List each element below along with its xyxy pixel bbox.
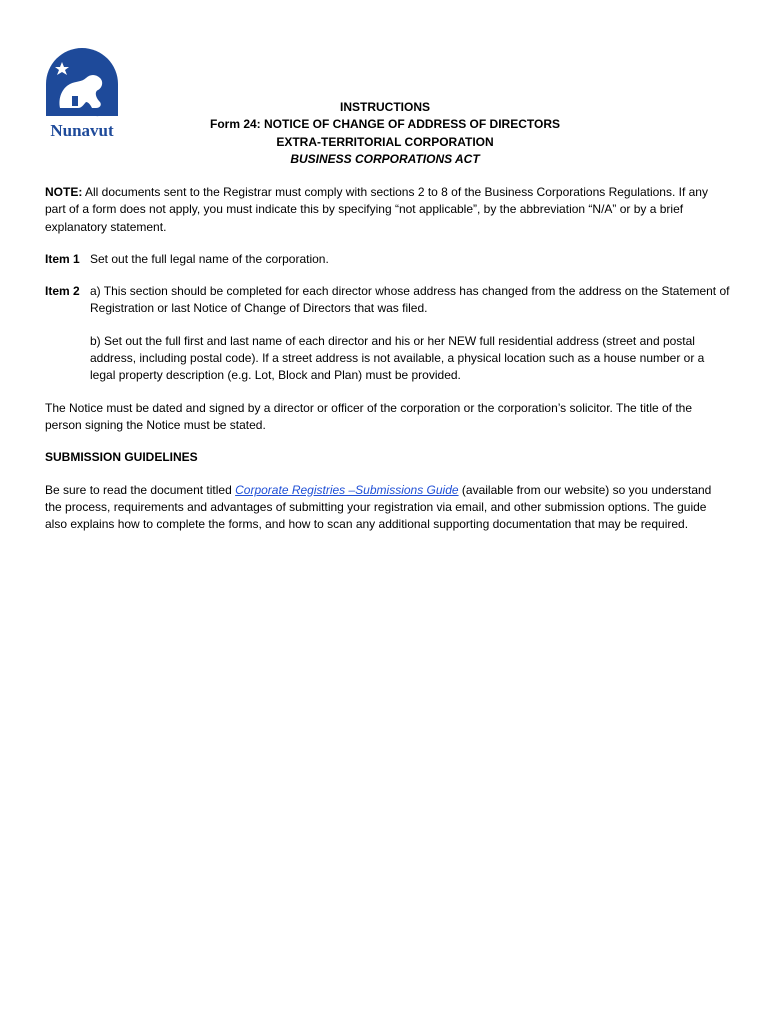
submission-text-before: Be sure to read the document titled: [45, 482, 236, 497]
notice-paragraph: The Notice must be dated and signed by a director or officer of the corporation or the corporation’s solicitor. The title of the person signing the Notice must be stated.: [45, 400, 693, 432]
logo-text: Nunavut: [50, 121, 114, 140]
note-text: All documents sent to the Registrar must comply with sections 2 to 8 of the Business Corporations Regulations. If any part of a form does not apply, you must indicate this by specifying “not applicable”, by the abbreviation “N/A” or by a brief explanatory statement.: [45, 185, 708, 234]
item-2-part-a: a) This section should be completed for each director whose address has changed from the address on the Statement of Registration or last Notice of Change of Directors that was filed.: [90, 284, 730, 316]
item-2-label: Item 2: [45, 284, 80, 299]
document-header: [0, 99, 770, 168]
submissions-guide-link[interactable]: Corporate Registries –Submissions Guide: [235, 482, 459, 497]
note-label: NOTE:: [45, 185, 83, 199]
item-1: [45, 251, 730, 268]
item-2: [45, 283, 730, 384]
item-2-part-b: b) Set out the full first and last name of each director and his or her NEW full residential address (street and postal address, including postal code). If a street address is not available, a physical location such as a house number or a legal property description (e.g. Lot, Block and Plan) must be provided.: [90, 333, 705, 383]
header-corporation-type: EXTRA-TERRITORIAL CORPORATION: [276, 134, 494, 149]
submission-paragraph: [45, 482, 730, 534]
submission-text-after: (available from our website) so you understand the process, requirements and advantages of submitting your registration via email, and other submission options. The guide also explains how to complete the forms, and how to scan any additional supporting documentation that may be required.: [45, 482, 712, 532]
document-body: [45, 184, 730, 548]
header-act: BUSINESS CORPORATIONS ACT: [290, 151, 480, 166]
header-form-title: Form 24: NOTICE OF CHANGE OF ADDRESS OF DIRECTORS: [209, 117, 561, 132]
submission-heading: SUBMISSION GUIDELINES: [45, 450, 198, 465]
header-instructions: INSTRUCTIONS: [340, 100, 430, 114]
note-paragraph: [45, 184, 730, 236]
item-1-text: Set out the full legal name of the corporation.: [90, 251, 329, 266]
item-1-label: Item 1: [45, 251, 80, 266]
